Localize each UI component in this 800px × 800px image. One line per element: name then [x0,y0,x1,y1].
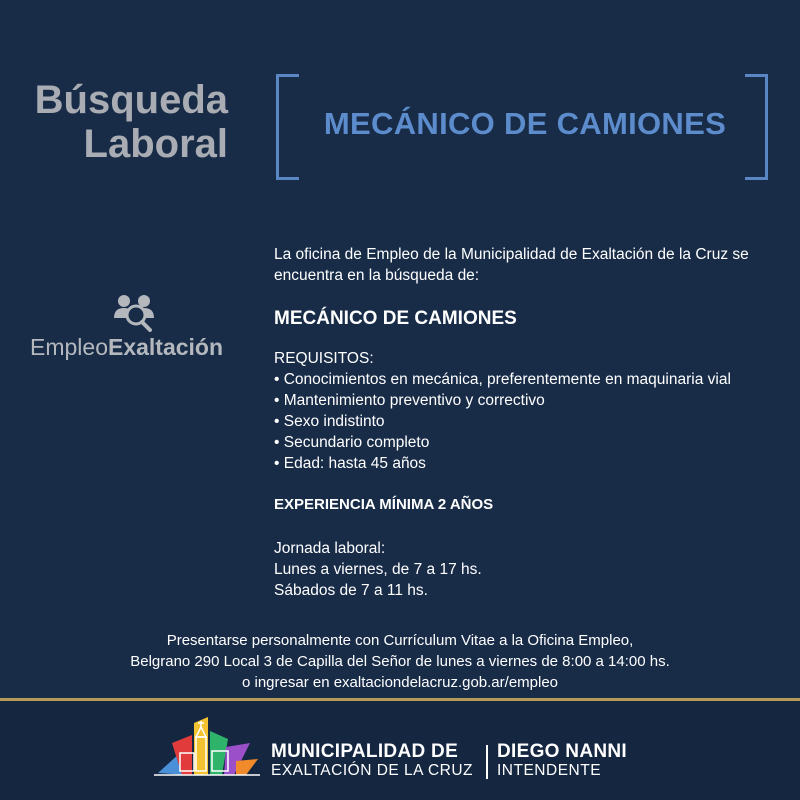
requirement-item: • Conocimientos en mecánica, preferentemente en maquinaria vial [274,369,774,390]
requirements-section [274,348,774,474]
headline [35,78,228,166]
instructions-line-3: o ingresar en exaltaciondelacruz.gob.ar/empleo [241,674,559,691]
municipality-name [271,742,473,780]
schedule-label: Jornada laboral: [274,540,386,557]
left-bracket [276,74,299,180]
footer-separator [486,745,488,779]
mayor-block [497,742,627,780]
mayor-name: DIEGO NANNI [497,741,627,762]
requirement-item: • Sexo indistinto [274,411,774,432]
municipality-line-2: EXALTACIÓN DE LA CRUZ [271,762,473,779]
schedule-line: Sábados de 7 a 11 hs. [274,582,428,599]
requirement-item: • Mantenimiento preventivo y correctivo [274,390,774,411]
logo-word-empleo: Empleo [30,334,108,360]
intro-line-1: La oficina de Empleo de la Municipalidad de Exaltación de la Cruz se [274,246,749,263]
instructions-line-2: Belgrano 290 Local 3 de Capilla del Señor de lunes a viernes de 8:00 a 14:00 hs. [130,653,670,670]
intro-text [274,244,774,286]
people-search-icon [112,292,162,332]
schedule-section [274,538,774,601]
mayor-title: INTENDENTE [497,762,602,779]
municipality-line-1: MUNICIPALIDAD DE [271,741,459,762]
requirement-item: • Edad: hasta 45 años [274,453,774,474]
application-instructions [0,630,800,693]
empleo-exaltacion-logo [30,292,245,361]
requirement-item: • Secundario completo [274,432,774,453]
schedule-line: Lunes a viernes, de 7 a 17 hs. [274,561,482,578]
job-title-banner: MECÁNICO DE CAMIONES [323,106,727,141]
headline-line-1: Búsqueda [34,78,228,122]
municipality-emblem-icon [150,713,262,781]
job-details [274,244,774,601]
logo-wordmark [30,334,245,361]
experience-requirement: EXPERIENCIA MÍNIMA 2 AÑOS [274,496,494,513]
instructions-line-1: Presentarse personalmente con Currículum Vitae a la Oficina Empleo, [166,632,634,649]
intro-line-2: encuentra en la búsqueda de: [274,267,480,284]
job-title: MECÁNICO DE CAMIONES [274,308,517,329]
logo-word-exaltacion: Exaltación [107,334,224,360]
requirements-list [274,369,774,474]
requirements-label: REQUISITOS: [274,350,374,367]
headline-line-2: Laboral [83,122,228,166]
